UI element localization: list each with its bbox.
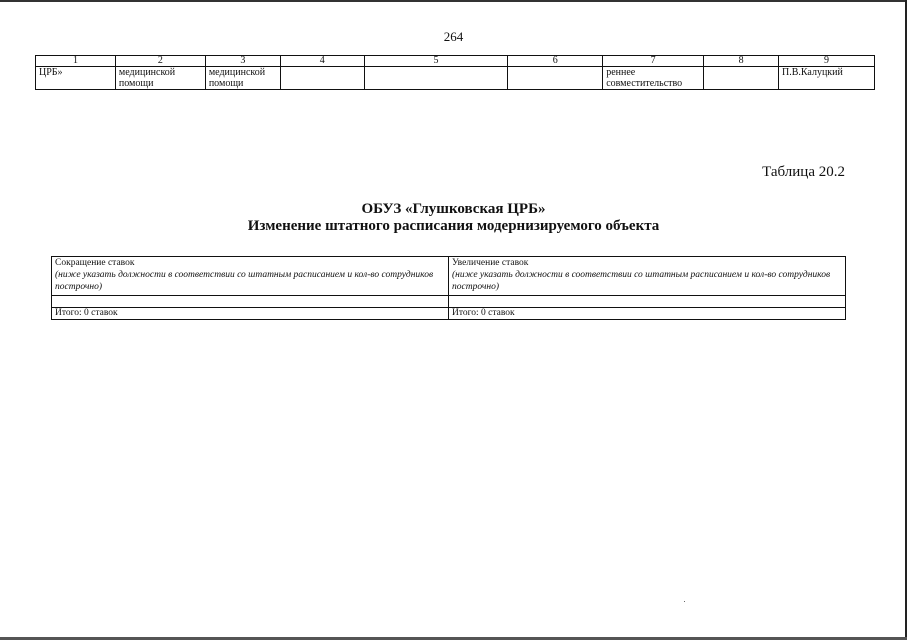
column-number-row [36,56,875,67]
staff-change-table [51,256,846,320]
table-row [36,67,875,90]
cell-line: помощи [208,78,244,89]
blank-cell [449,296,846,308]
continued-table [35,55,875,90]
cell-line: П.В.Калуцкий [782,67,843,78]
table-cell [115,67,205,90]
cell-line: ЦРБ» [39,67,63,78]
scan-edge-top [0,0,907,2]
column-number: 7 [603,56,704,67]
cell-line: медицинской [118,67,176,78]
increase-heading: Увеличение ставок [452,258,529,268]
cell-line: совместительство [606,78,683,89]
reduction-header-cell [52,257,449,296]
page-number: 264 [443,29,464,44]
table-cell [779,67,875,90]
reduction-total: Итого: 0 ставок [52,308,449,320]
column-number: 8 [704,56,779,67]
column-number: 1 [36,56,116,67]
staff-table-header-row [52,257,846,296]
scan-speck [684,601,685,602]
table-cell [205,67,280,90]
reduction-heading: Сокращение ставок [55,258,135,268]
table-cell [508,67,603,90]
cell-line: медицинской [208,67,266,78]
document-title: Изменение штатного расписания модернизируемого объекта [247,218,660,234]
cell-line: помощи [118,78,154,89]
table-cell [280,67,364,90]
staff-table-blank-row [52,296,846,308]
column-number: 4 [280,56,364,67]
column-number: 3 [205,56,280,67]
column-number: 2 [115,56,205,67]
table-cell [704,67,779,90]
table-cell [36,67,116,90]
organization-title: ОБУЗ «Глушковская ЦРБ» [361,201,546,217]
table-caption: Таблица 20.2 [762,164,845,180]
table-cell [603,67,704,90]
increase-note: (ниже указать должности в соответствии со штатным расписанием и кол-во сотрудников построчно) [452,270,831,292]
increase-header-cell [449,257,846,296]
column-number: 9 [779,56,875,67]
staff-table-total-row [52,308,846,320]
column-number: 6 [508,56,603,67]
column-number: 5 [364,56,508,67]
blank-cell [52,296,449,308]
reduction-note: (ниже указать должности в соответствии со штатным расписанием и кол-во сотрудников построчно) [55,270,434,292]
cell-line: реннее [606,67,636,78]
increase-total: Итого: 0 ставок [449,308,846,320]
table-cell [364,67,508,90]
